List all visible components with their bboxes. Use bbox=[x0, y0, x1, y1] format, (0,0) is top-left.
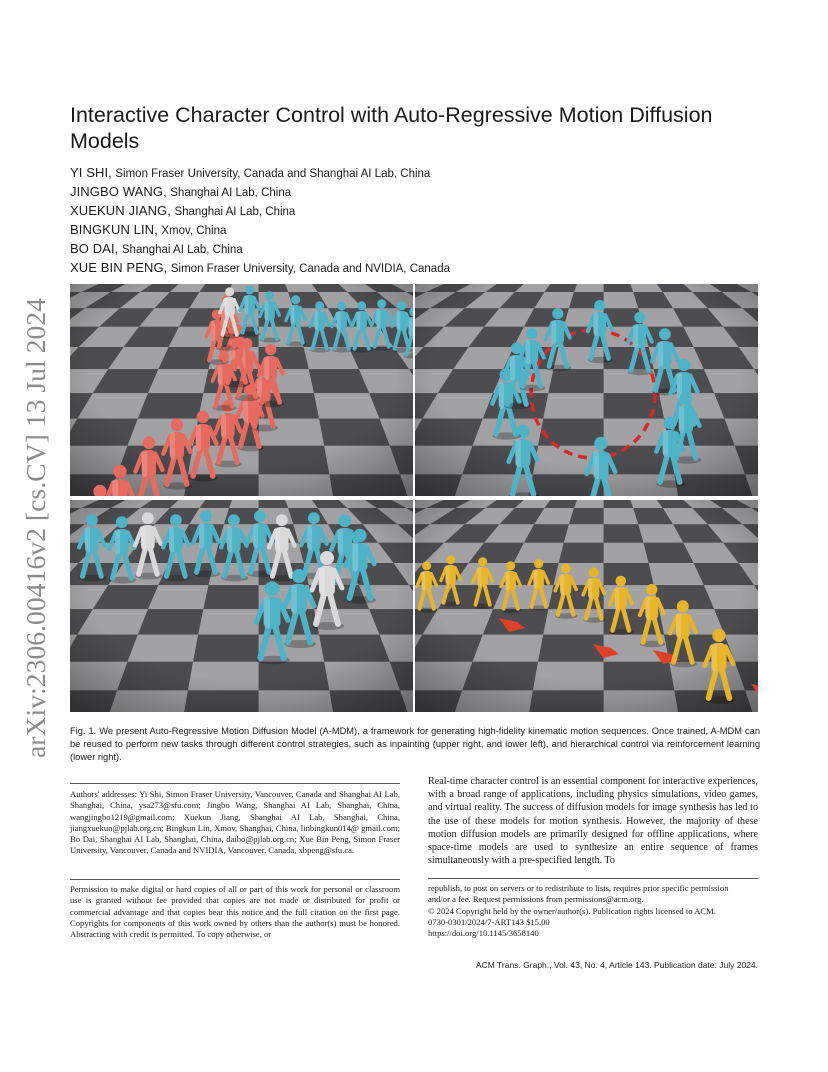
copyright-line: © 2024 Copyright held by the owner/author(s). Publication rights licensed to ACM. bbox=[428, 905, 716, 916]
author-affiliation: Xmov, China bbox=[161, 225, 227, 237]
footnote-rule bbox=[428, 878, 758, 879]
introduction-paragraph: Real-time character control is an essential component for interactive experiences, with a broad range of applications, including physics simulations, video games, and virtual reality. The success of diffusion models for image synthesis has led to the use of these models for motion synthesis. However, the majority of these motion diffusion models are primarily designed for offline applications, where space-time models are used to synthesize an entire sequence of frames simultaneously with a pre-specified length. To bbox=[428, 776, 758, 867]
author-affiliation: Shanghai AI Lab, China bbox=[174, 206, 296, 218]
permission-notice-continued bbox=[428, 883, 758, 939]
scene-lower-right bbox=[415, 500, 758, 712]
author-name: XUEKUN JIANG, bbox=[70, 203, 171, 218]
author-entry bbox=[70, 163, 770, 182]
footnote-rule bbox=[70, 879, 400, 880]
author-affiliation: Shanghai AI Lab, China bbox=[121, 244, 243, 256]
paper-title: Interactive Character Control with Auto-Regressive Motion Diffusion Models bbox=[70, 103, 713, 153]
author-affiliation: Shanghai AI Lab, China bbox=[170, 187, 292, 199]
figure-panel-upper-left bbox=[70, 284, 413, 496]
journal-footer: ACM Trans. Graph., Vol. 43, No. 4, Article 143. Publication date: July 2024. bbox=[475, 960, 758, 970]
author-affiliation: Simon Fraser University, Canada and Shanghai AI Lab, China bbox=[115, 168, 431, 180]
article-number-line: 0730-0301/2024/7-ART143 $15.00 bbox=[428, 916, 550, 927]
permission-line: republish, to post on servers or to redistribute to lists, requires prior specific permission bbox=[428, 883, 729, 893]
author-name: YI SHI, bbox=[70, 165, 112, 180]
arxiv-identifier: arXiv:2306.00416v2 [cs.CV] 13 Jul 2024 bbox=[21, 309, 51, 758]
author-name: BO DAI, bbox=[70, 241, 119, 256]
teaser-figure bbox=[70, 284, 758, 712]
author-name: JINGBO WANG, bbox=[70, 184, 167, 199]
figure-panel-upper-right bbox=[415, 284, 758, 496]
author-name: BINGKUN LIN, bbox=[70, 222, 158, 237]
doi-link[interactable]: https://doi.org/10.1145/3658140 bbox=[428, 928, 539, 939]
figure-caption: Fig. 1. We present Auto-Regressive Motion Diffusion Model (A-MDM), a framework for generating high-fidelity kinematic motion sequences. Once trained, A-MDM can be reused to perform new tasks through different control strategies, such as inpainting (upper right, and lower left), and hierarchical control via reinforcement learning (lower right). bbox=[70, 726, 760, 762]
author-name: XUE BIN PENG, bbox=[70, 260, 168, 275]
permission-line: and/or a fee. Request permissions from permissions@acm.org. bbox=[428, 894, 644, 905]
scene-lower-left bbox=[70, 500, 413, 712]
author-addresses: Authors' addresses: Yi Shi, Simon Fraser University, Vancouver, Canada and Shanghai AI Lab, Shanghai, China, ysa273@sfu.com; Jingbo Wang, Shanghai AI Lab, Shanghai, China, wangjingbo1219@gmail.com; Xuekun Jiang, Shanghai AI Lab, Shanghai, China, jiangxuekun@pjlab.org.cn; Bingkun Lin, Xmov, Shanghai, China, linbingkun014@ gmail.com; Bo Dai, Shanghai AI Lab, Shanghai, China, daibo@pjlab.org.cn; Xue Bin Peng, Simon Fraser University, Vancouver, Canada and NVIDIA, Vancouver, Canada, xbpeng@sfu.ca. bbox=[70, 789, 400, 856]
scene-upper-right bbox=[415, 284, 758, 496]
author-entry bbox=[70, 239, 770, 258]
permission-notice: Permission to make digital or hard copies of all or part of this work for personal or classroom use is granted without fee provided that copies are not made or distributed for profit or commercial advantage and that copies bear this notice and the full citation on the first page. Copyrights for components of this work owned by others than the author(s) must be honored. Abstracting with credit is permitted. To copy otherwise, or bbox=[70, 884, 400, 940]
author-affiliation: Simon Fraser University, Canada and NVIDIA, Canada bbox=[170, 263, 450, 275]
author-list bbox=[70, 163, 770, 277]
figure-panel-lower-right bbox=[415, 500, 758, 712]
author-entry bbox=[70, 201, 770, 220]
author-entry bbox=[70, 220, 770, 239]
figure-panel-lower-left bbox=[70, 500, 413, 712]
arxiv-stamp bbox=[12, 295, 52, 760]
scene-upper-left bbox=[70, 284, 413, 496]
footnote-rule bbox=[70, 783, 400, 784]
author-entry bbox=[70, 258, 770, 277]
author-entry bbox=[70, 182, 770, 201]
